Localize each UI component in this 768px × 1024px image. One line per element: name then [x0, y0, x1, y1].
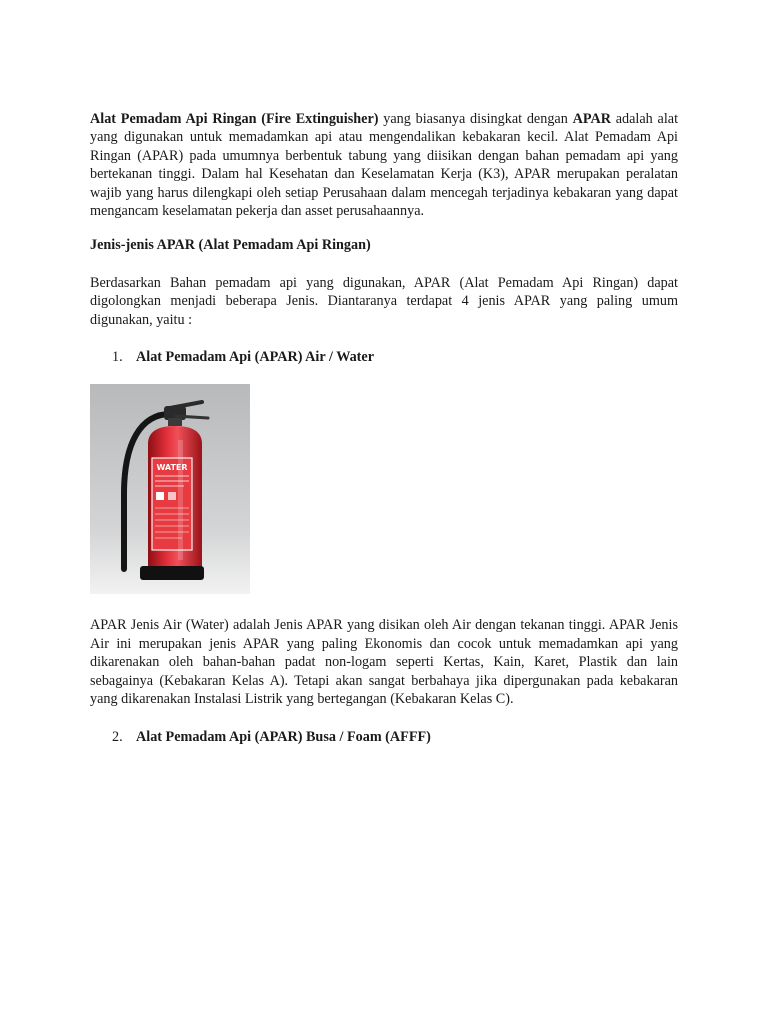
document-page — [90, 110, 678, 764]
extinguisher-label-text: WATER — [156, 463, 188, 473]
list-item-title: Alat Pemadam Api (APAR) Busa / Foam (AFFF) — [136, 728, 431, 745]
classification-paragraph: Berdasarkan Bahan pemadam api yang digunakan, APAR (Alat Pemadam Api Ringan) dapat digolongkan menjadi beberapa Jenis. Diantaranya terdapat 4 jenis APAR yang paling umum digunakan, yaitu : — [90, 274, 678, 328]
water-paragraph: APAR Jenis Air (Water) adalah Jenis APAR yang disikan oleh Air dengan tekanan tinggi. APAR Jenis Air ini merupakan jenis APAR yang paling Ekonomis dan cocok untuk memadamkan api yang dikarenakan oleh bahan-bahan padat non-logam seperti Kertas, Kain, Karet, Plastik dan lain sebagainya (Kebakaran Kelas A). Tetapi akan sangat berbahaya jika dipergunakan pada kebakaran yang dikarenakan Instalasi Listrik yang bertegangan (Kebakaran Kelas C). — [90, 617, 678, 708]
section-heading: Jenis-jenis APAR (Alat Pemadam Api Ringan) — [90, 237, 371, 254]
list-item-2 — [90, 728, 678, 746]
intro-paragraph — [90, 110, 678, 220]
intro-text-b: adalah alat yang digunakan untuk memadamkan api atau mengendalikan kebakaran kecil. Alat Pemadam Api Ringan (APAR) pada umumnya berbentuk tabung yang diisikan dengan bahan pemadam api yang bertekanan tinggi. Dalam hal Kesehatan dan Keselamatan Kerja (K3), APAR merupakan peralatan wajib yang harus dilengkapi oleh setiap Perusahaan dalam mencegah terjadinya kebakaran yang dapat mengancam keselamatan pekerja dan asset perusahaannya. — [90, 111, 679, 220]
intro-text-a: yang biasanya disingkat dengan — [378, 111, 573, 127]
list-item-number: 1. — [112, 349, 123, 366]
fire-extinguisher-icon — [90, 384, 250, 594]
intro-bold-term: Alat Pemadam Api Ringan (Fire Extinguisher) — [90, 111, 379, 127]
intro-bold-abbr: APAR — [572, 111, 611, 127]
fire-extinguisher-image — [90, 384, 250, 594]
list-item-1 — [90, 348, 678, 366]
list-item-number: 2. — [112, 728, 123, 745]
list-item-title: Alat Pemadam Api (APAR) Air / Water — [136, 349, 375, 366]
